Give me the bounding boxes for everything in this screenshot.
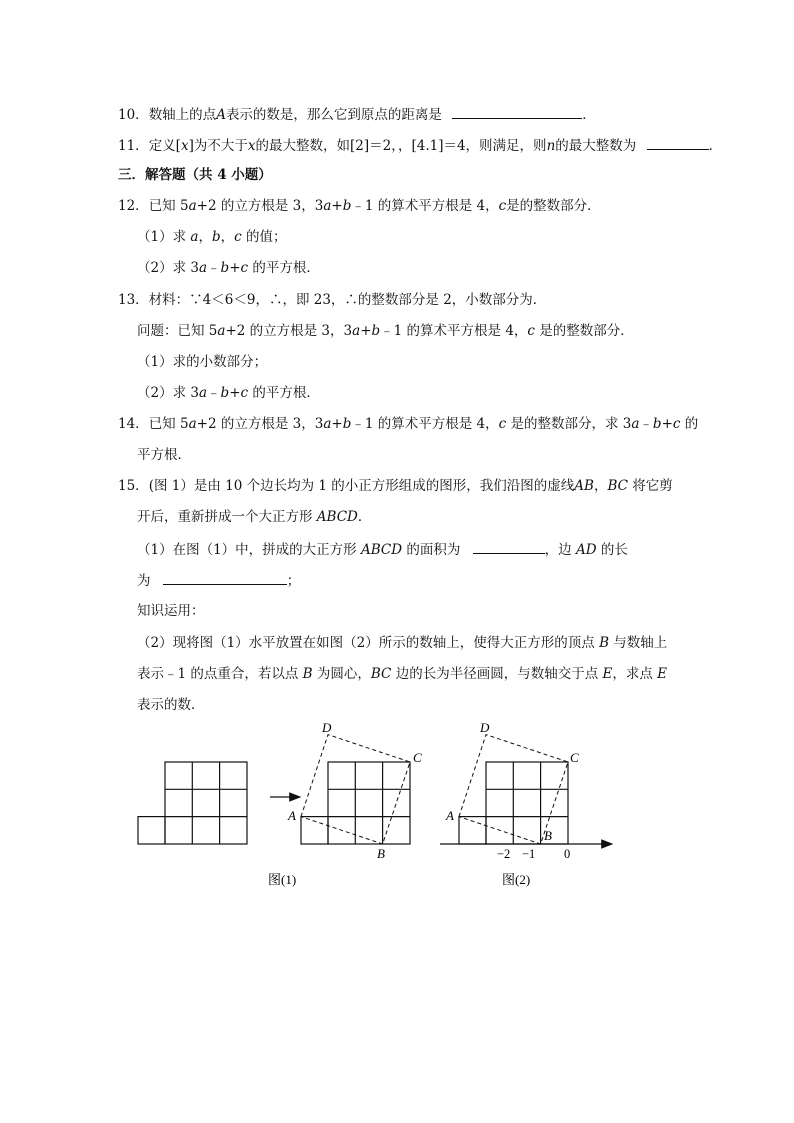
- question-13: 13．材料：∵4＜6＜9，∴，即 23，∴的整数部分是 2，小数部分为．: [118, 292, 547, 308]
- question-15-cont: 开后，重新拼成一个大正方形 ABCD．: [137, 509, 372, 525]
- question-15-part-2-end: 表示的数．: [137, 697, 205, 713]
- figure-1-label-C: C: [413, 750, 422, 765]
- figure-1-shape: [138, 762, 247, 844]
- figure-1-label-B: B: [377, 846, 385, 861]
- question-11: 11．定义[x]为不大于x的最大整数，如[2]＝2，，[4.1]＝4，则满足，则n的最大整数为 ．: [118, 138, 723, 154]
- figure-2-label-A: A: [446, 808, 454, 823]
- figure-2-label-D: D: [480, 720, 490, 735]
- question-14-cont: 平方根．: [137, 447, 191, 463]
- section-heading: 三．解答题（共 4 小题）: [118, 167, 272, 183]
- figure-2-label-B: B: [544, 828, 552, 843]
- tick-label-minus-1: −1: [522, 847, 536, 861]
- question-14: 14．已知 5a+2 的立方根是 3，3a+b﹣1 的算术平方根是 4，c 是的整数部分，求 3a﹣b+c 的: [118, 416, 699, 432]
- figure-2-caption: 图(2): [502, 872, 531, 887]
- question-12: 12．已知 5a+2 的立方根是 3，3a+b﹣1 的算术平方根是 4，c是的整数部分．: [118, 198, 601, 214]
- question-10: 10．数轴上的点A表示的数是，那么它到原点的距离是 ．: [118, 107, 596, 123]
- figure-1-label-D: D: [322, 720, 332, 735]
- question-12-part-2: （2）求 3a﹣b+c 的平方根．: [137, 260, 320, 276]
- figure-1-grid: [301, 762, 410, 844]
- question-13-part-1: （1）求的小数部分；: [137, 354, 268, 370]
- question-15: 15．(图 1）是由 10 个边长均为 1 的小正方形组成的图形，我们沿图的虚线AB，BC 将它剪: [118, 478, 673, 494]
- question-15-part-1-cont: 为 ；: [137, 573, 301, 589]
- tick-label-minus-2: −2: [497, 847, 511, 861]
- figure-2-label-C: C: [570, 750, 579, 765]
- question-15-part-2: （2）现将图（1）水平放置在如图（2）所示的数轴上，使得大正方形的顶点 B 与数轴上: [137, 635, 668, 651]
- question-12-part-1: （1）求 a，b，c 的值；: [137, 229, 287, 245]
- question-15-part-1: （1）在图（1）中，拼成的大正方形 ABCD 的面积为 ，边 AD 的长: [137, 542, 628, 558]
- figure-1-label-A: A: [288, 808, 296, 823]
- figure-1-caption: 图(1): [268, 872, 297, 887]
- question-15-part-2-cont: 表示﹣1 的点重合，若以点 B 为圆心，BC 边的长为半径画圆，与数轴交于点 E，求点 E: [137, 666, 668, 682]
- question-13-problem: 问题：已知 5a+2 的立方根是 3，3a+b﹣1 的算术平方根是 4，c 是的整数部分．: [137, 323, 634, 339]
- question-13-part-2: （2）求 3a﹣b+c 的平方根．: [137, 385, 320, 401]
- tick-label-zero: 0: [564, 847, 571, 861]
- knowledge-application-label: 知识运用：: [137, 603, 205, 619]
